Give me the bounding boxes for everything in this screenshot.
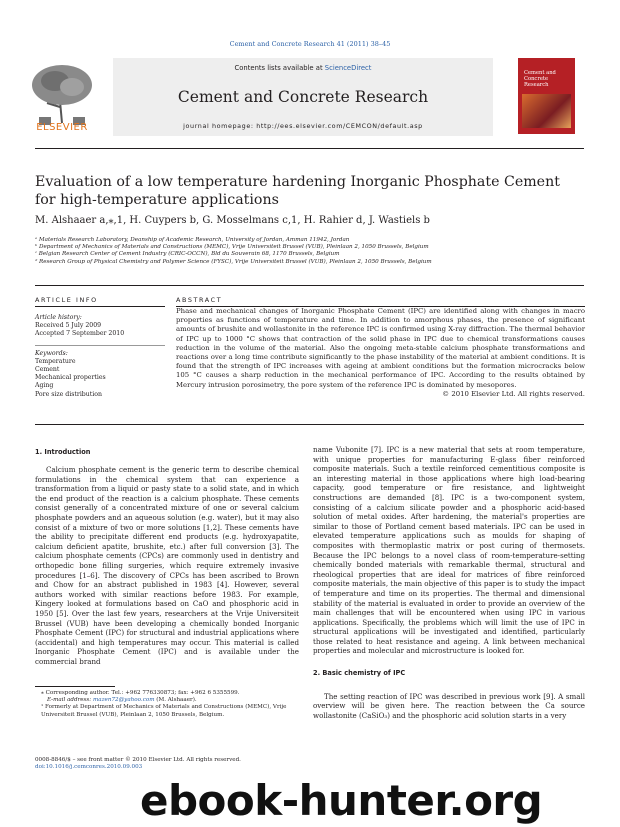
- affiliation-c: ᶜ Belgian Research Center of Cement Industry (CRIC-OCCN), Bld du Souverain 68, 1170 Brussels, Belgium: [35, 251, 340, 258]
- footnotes: [35, 686, 299, 719]
- journal-title[interactable]: Cement and Concrete Research: [177, 88, 429, 106]
- elsevier-wordmark: ELSEVIER: [36, 122, 88, 133]
- abstract-body: [176, 307, 585, 399]
- former-affiliation-note: ¹ Formerly at Department of Mechanics of Materials and Constructions (MEMC), Vrije Universiteit Brussel (VUB), Pleinlaan 2, 1050 Brussels, Belgium.: [41, 704, 287, 718]
- keywords-divider: [35, 345, 165, 346]
- corresponding-author: ⁎ Corresponding author. Tel.: +962 776330873; fax: +962 6 5355599.: [41, 690, 240, 696]
- author-email-link[interactable]: mazen72@yahoo.com: [92, 697, 155, 704]
- introduction-column-2: [313, 445, 585, 720]
- intro-continuation: name Vubonite [7]. IPC is a new material that sets at room temperature, with unique properties for manufacturing E-glass fiber reinforced composite materials. Such a textile reinforced cementitious composite is an interesting material in those applications where high load-bearing capacity, good temperature or fire resistance, and lightweight constructions are demanded [8]. IPC is a two-component system, consisting of a calcium silicate powder and a phosphoric acid-based solution of metal oxides. After hardening, the material's properties are similar to those of Portland cement based materials. IPC can be used in elevated temperature applications such as moulds for shaping of composites with thermoplastic matrix or post curing of thermosets. Because the IPC belongs to a novel class of room-temperature-setting chemically bonded materials with remarkable thermal, structural and rheological properties that are ideal for matrices of fibre reinforced composite materials, the main objective of this paper is to study the impact of temperature and time on its properties. The thermal and dimensional stability of the material is evaluated in order to provide an overview of the main challenges that will be encountered when using IPC in various applications. Specifically, the problems which will limit the use of IPC in structural applications will be investigated and identified, particularly those related to heat resistance and ageing. A link between mechanical properties and molecular and microstructure is looked for.: [313, 445, 585, 656]
- keyword-item: Pore size distribution: [35, 390, 102, 398]
- keywords-label: Keywords:: [35, 349, 68, 357]
- abstract-heading: ABSTRACT: [176, 296, 223, 304]
- sciencedirect-link[interactable]: ScienceDirect: [324, 64, 372, 72]
- article-info-heading: ARTICLE INFO: [35, 296, 98, 304]
- keyword-item: Mechanical properties: [35, 374, 106, 382]
- cover-image: [522, 94, 571, 128]
- chemistry-paragraph: The setting reaction of IPC was described in previous work [9]. A small overview will be given here. The reaction between the Ca source wollastonite (CaSiO₃) and the phosphoric acid solution starts in a very: [313, 691, 585, 720]
- contents-line: Contents lists available at ScienceDirect: [234, 64, 372, 72]
- footnote-rule: [35, 686, 115, 687]
- journal-homepage[interactable]: journal homepage: http://ees.elsevier.com/CEMCON/default.asp: [183, 122, 423, 130]
- section-heading-basic-chemistry: 2. Basic chemistry of IPC: [313, 669, 406, 678]
- journal-masthead: [27, 58, 576, 138]
- abstract-copyright: © 2010 Elsevier Ltd. All rights reserved.: [442, 389, 585, 398]
- article-title: Evaluation of a low temperature hardening Inorganic Phosphate Cement for high-temperature applications: [35, 174, 560, 208]
- info-rule: [35, 306, 165, 307]
- affiliation-a: ᵃ Materials Research Laboratory, Deanship of Academic Research, University of Jordan, Amman 11942, Jordan: [35, 237, 350, 243]
- abstract-end-rule: [35, 424, 584, 425]
- affiliation-b: ᵇ Department of Mechanics of Materials and Constructions (MEMC), Vrije Universiteit Brussel (VUB), Pleinlaan 2, 1050 Brussels, Belgium: [35, 244, 429, 251]
- affiliation-d: ᵈ Research Group of Physical Chemistry and Polymer Science (FYSC), Vrije Universiteit Brussel (VUB), Pleinlaan 2, 1050 Brussels, Belgium: [35, 258, 432, 265]
- introduction-column-1: [35, 465, 299, 666]
- issn-line: 0008-8846/$ – see front matter © 2010 Elsevier Ltd. All rights reserved.: [35, 757, 241, 763]
- keyword-item: Temperature: [35, 357, 76, 365]
- received-date: Received 5 July 2009: [35, 322, 102, 330]
- keyword-item: Cement: [35, 366, 60, 374]
- affiliations: [35, 237, 584, 266]
- elsevier-tree-logo: [27, 61, 97, 131]
- journal-cover-thumbnail[interactable]: [518, 58, 575, 134]
- doi-link[interactable]: doi:10.1016/j.cemconres.2010.09.003: [35, 764, 143, 771]
- watermark-text: ebook-hunter.org: [140, 776, 543, 825]
- cover-title: Cement and Concrete Research: [524, 70, 556, 88]
- email-line: E-mail address: mazen72@yahoo.com (M. Alshaaer).: [47, 697, 197, 704]
- accepted-date: Accepted 7 September 2010: [35, 330, 125, 338]
- abstract-text: Phase and mechanical changes of Inorganic Phosphate Cement (IPC) are identified along with changes in macro properties as functions of temperature and time. In addition to amorphous phases, the presence of significant amounts of brushite and wollastonite in the reference IPC is confirmed using X-ray diffraction. The thermal behavior of IPC up to 1000 °C shows that contraction of the solid phase in IPC due to chemical transformations causes reduction in the volume of the material. Also the ongoing meta-stable calcium phosphate transformations and reactions over a long time contribute significantly to the phase instability of the material at ambient conditions. It is found that the strength of IPC increases with ageing at ambient conditions but the formation microcracks below 105 °C causes a sharp reduction in the mechanical performance of IPC. According to the results obtained by Mercury intrusion porosimetry, the pore system of the reference IPC is dominated by mesopores.: [176, 307, 585, 389]
- history-label: Article history:: [35, 314, 82, 321]
- masthead-rule: [35, 148, 584, 149]
- front-matter: [35, 757, 299, 771]
- masthead-band: [113, 58, 493, 136]
- article-info: [35, 314, 165, 399]
- journal-reference[interactable]: Cement and Concrete Research 41 (2011) 38–45: [229, 40, 391, 48]
- section-heading-introduction: 1. Introduction: [35, 448, 91, 456]
- author-list: M. Alshaaer a,⁎,1, H. Cuypers b, G. Mosselmans c,1, H. Rahier d, J. Wastiels b: [35, 215, 430, 226]
- intro-paragraph: Calcium phosphate cement is the generic term to describe chemical formulations in the chemical system that can experience a transformation from a liquid or pasty state to a solid state, and in which the end product of the reaction is a calcium phosphate. These cements consist generally of a concentrated mixture of one or several calcium phosphate powders and an aqueous solution (e.g. water), but it may also consist of a mixture of two or more solutions [1,2]. These cements have the ability to precipitate different end products (e.g. hydroxyapatite, calcium deficient apatite, brushite, etc.) after full conversion [3]. The calcium phosphate cements (CPCs) are commonly used in dentistry and orthopedic bone filling surgeries, which require extremely invasive procedures [1–6]. The discovery of CPCs has been ascribed to Brown and Chow for an abstract published in 1983 [4]. However, several authors worked with similar reactions before 1983. For example, Kingery looked at formulations based on CaO and phosphoric acid in 1950 [5]. Over the last few years, researchers at the Vrije Universiteit Brussel (VUB) have been developing a chemically bonded Inorganic Phosphate Cement (IPC) for structural and industrial applications where (accidental) and high temperatures may occur. This material is called Inorganic Phosphate Cement (IPC) and is available under the commercial brand: [35, 465, 299, 666]
- keyword-item: Aging: [35, 382, 54, 390]
- affiliations-rule: [35, 285, 584, 286]
